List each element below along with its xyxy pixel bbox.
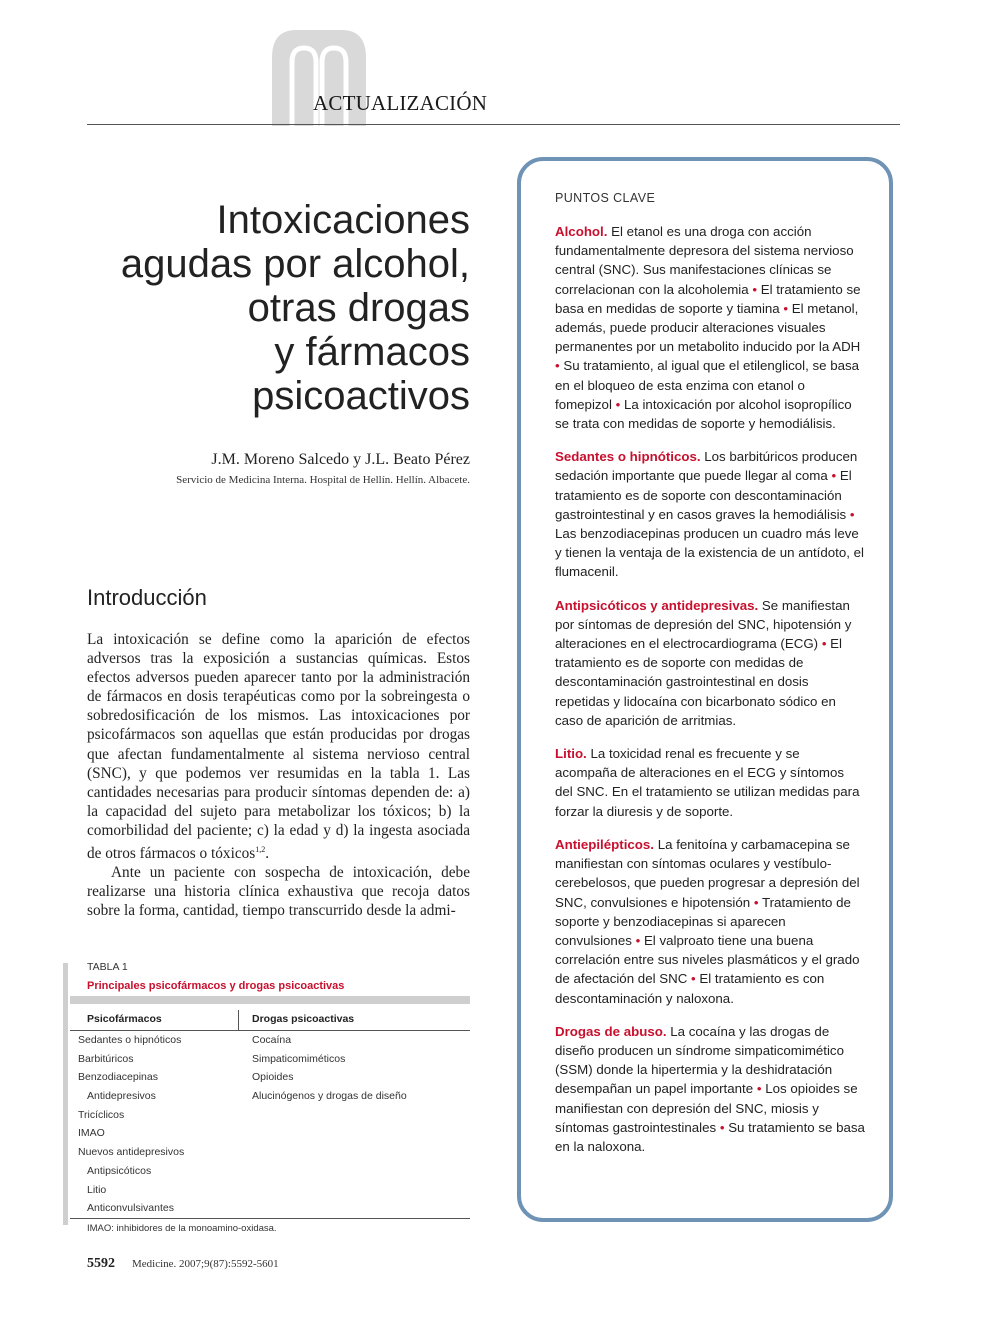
table-header-divider [238, 1010, 239, 1030]
bullet-separator: • [756, 1081, 762, 1097]
intro-paragraph-2: Ante un paciente con sospecha de intoxicación, debe realizarse una historia clínica exhaustiva que recoja datos sobre la forma, cantidad, tiempo transcurrido desde la admi- [87, 864, 470, 920]
bullet-separator: • [691, 971, 696, 987]
table-cell-psicofarmaco: Antipsicóticos [87, 1164, 152, 1177]
table-row [70, 1106, 470, 1125]
section-label: ACTUALIZACIÓN [313, 91, 488, 115]
article-affiliation: Servicio de Medicina Interna. Hospital de Hellín. Hellín. Albacete. [176, 474, 470, 486]
key-point [555, 1022, 865, 1156]
table-cell-droga: Opioides [252, 1071, 294, 1084]
table-row [70, 1050, 470, 1069]
table-side-bar [63, 963, 68, 1225]
table-header-row [70, 1010, 470, 1031]
table-row [70, 1087, 470, 1106]
key-point-sentence: El etanol es una droga con acción fundamentalmente depresora del sistema nervioso central (SNC). Sus manifestaciones clínicas se correlacionan con la alcoholemia [555, 224, 854, 297]
table-cell-psicofarmaco: Benzodiacepinas [78, 1071, 158, 1084]
key-point-title: Drogas de abuso. [555, 1023, 667, 1039]
key-point [555, 222, 865, 433]
table-header-psicofarmacos: Psicofármacos [87, 1013, 162, 1025]
reference-superscript: 1,2 [255, 845, 266, 855]
bullet-separator: • [753, 894, 759, 910]
key-point-sentence: El tratamiento es con descontaminación y naloxona. [555, 971, 825, 1006]
table-bottom-rule [70, 1218, 470, 1219]
table-footnote: IMAO: inhibidores de la monoamino-oxidasa. [87, 1223, 277, 1234]
table-1 [70, 1010, 470, 1218]
key-point-sentence: El metanol, además, puede producir alteraciones visuales permanentes por un metabolito inducido por la ADH [555, 300, 861, 355]
key-point-sentence: La cocaína y las drogas de diseño producen un síndrome simpaticomimético (SSM) donde la hipertermia y la deshidratación desempañan un papel importante [555, 1023, 844, 1097]
intro-heading: Introducción [87, 585, 207, 610]
article-title-line: Intoxicaciones [216, 198, 470, 242]
key-point-sentence: Las benzodiacepinas producen un cuadro más leve y tienen la ventaja de la existencia de un antídoto, el flumacenil. [555, 526, 864, 580]
key-point-title: Alcohol. [555, 224, 608, 239]
key-point-sentence: La toxicidad renal es frecuente y se acompaña de alteraciones en el ECG y síntomos del SNC. En el tratamiento se utilizan medidas para forzar la diuresis y de soporte. [555, 746, 860, 819]
header-rule [87, 124, 900, 125]
bullet-separator: • [821, 636, 827, 652]
bullet-separator: • [752, 281, 758, 297]
table-cell-psicofarmaco: Litio [87, 1183, 107, 1196]
article-title [80, 198, 470, 418]
intro-body [87, 630, 470, 921]
bullet-separator: • [555, 358, 560, 374]
key-point [555, 596, 865, 730]
article-title-line: psicoactivos [252, 374, 470, 418]
key-point-title: Litio. [555, 746, 587, 762]
key-point-sentence: La fenitoína y carbamacepina se manifiestan con síntomas oculares y vestíbulo-cerebelosos, que pueden progresar a depresión del SNC, convulsiones e hipotensión [555, 836, 860, 910]
key-point-sentence: Su tratamiento, al igual que el etilenglicol, se basa en el bloqueo de esta enzima con etanol o fomepizol [555, 358, 860, 412]
key-point-sentence: Los opioides se manifiestan con depresión del SNC, miosis y síntomas gastrointestinales [555, 1081, 858, 1135]
table-row [70, 1143, 470, 1162]
key-point-sentence: El tratamiento es de soporte con descontaminación gastrointestinal y en casos graves la hemodiálisis [555, 468, 852, 522]
table-row [70, 1162, 470, 1181]
table-row [70, 1068, 470, 1087]
table-label: TABLA 1 [87, 961, 128, 973]
key-point-sentence: Se manifiestan por síntomas de depresión del SNC, hipotensión y alteraciones en el electrocardiograma (ECG) [555, 597, 852, 652]
key-point-title: Sedantes o hipnóticos. [555, 449, 701, 465]
bullet-separator: • [615, 396, 621, 412]
table-cell-droga: Simpaticomiméticos [252, 1052, 346, 1065]
key-points-heading: PUNTOS CLAVE [555, 191, 656, 205]
key-point [555, 835, 865, 1008]
table-row [70, 1199, 470, 1218]
key-point-sentence: El valproato tiene una buena correlación entre sus niveles plasmáticos y el grado de afectación del SNC [555, 932, 860, 987]
table-cell-psicofarmaco: Anticonvulsivantes [87, 1202, 174, 1215]
table-title: Principales psicofármacos y drogas psicoactivas [87, 980, 345, 992]
bullet-separator: • [635, 932, 641, 948]
article-title-line: otras drogas [247, 286, 470, 330]
bullet-separator: • [719, 1119, 725, 1135]
article-authors: J.M. Moreno Salcedo y J.L. Beato Pérez [211, 451, 470, 468]
key-point-sentence: El tratamiento se basa en medidas de soporte y tiamina [555, 281, 861, 316]
table-row [70, 1031, 470, 1050]
key-point [555, 447, 865, 581]
page-number: 5592 [87, 1256, 115, 1271]
bullet-separator: • [783, 300, 789, 316]
table-cell-psicofarmaco: Antidepresivos [87, 1090, 156, 1103]
bullet-separator: • [831, 468, 837, 484]
table-row [70, 1181, 470, 1200]
article-title-line: y fármacos [274, 330, 470, 374]
table-cell-psicofarmaco: Barbitúricos [78, 1052, 134, 1065]
intro-paragraph-1 [87, 630, 470, 863]
table-header-band [70, 996, 470, 1004]
key-point [555, 744, 865, 821]
key-point-title: Antiepilépticos. [555, 836, 654, 852]
table-cell-droga: Alucinógenos y drogas de diseño [252, 1090, 407, 1103]
key-point-sentence: Su tratamiento se basa en la naloxona. [555, 1119, 865, 1154]
bullet-separator: • [849, 506, 855, 522]
journal-citation: Medicine. 2007;9(87):5592-5601 [132, 1258, 279, 1270]
table-row [70, 1124, 470, 1143]
intro-paragraph-1-text: La intoxicación se define como la aparición de efectos adversos tras la exposición a sustancias químicas. Estos efectos adversos pueden aparecer tanto por la administración de fármacos en dosis terapéuticas como por la sobreingesta o sobredosificación de los mismos. Las intoxicaciones por psicofármacos son aquellas que están producidas por drogas que afectan fundamentalmente al sistema nervioso central (SNC), y que podemos ver resumidas en la tabla 1. Las cantidades necesarias para producir síntomas dependen de: a) la capacidad del sujeto para metabolizar los tóxicos; b) la comorbilidad del paciente; c) la edad y d) la ingesta asociada de otros fármacos o tóxicos [87, 631, 470, 863]
table-body [70, 1031, 470, 1218]
intro-paragraph-1-end: . [265, 845, 270, 863]
key-point-sentence: Tratamiento de soporte y benzodiacepinas si aparecen convulsiones [555, 894, 851, 948]
table-cell-psicofarmaco: Tricíclicos [78, 1108, 125, 1121]
table-cell-psicofarmaco: IMAO [78, 1127, 105, 1140]
table-cell-psicofarmaco: Nuevos antidepresivos [78, 1146, 185, 1159]
key-points-list [555, 222, 865, 1170]
key-point-sentence: La intoxicación por alcohol isopropílico se trata con medidas de soporte y hemodiálisis. [555, 396, 852, 432]
key-point-sentence: Los barbitúricos producen sedación importante que puede llegar al coma [555, 449, 858, 484]
key-point-title: Antipsicóticos y antidepresivas. [555, 597, 759, 613]
table-cell-droga: Cocaína [252, 1034, 292, 1046]
table-cell-psicofarmaco: Sedantes o hipnóticos [78, 1034, 182, 1046]
table-header-drogas: Drogas psicoactivas [252, 1013, 355, 1025]
key-point-sentence: El tratamiento es de soporte con medidas de descontaminación gastrointestinal en dosis repetidas y lidocaína con bicarbonato sódico en caso de aparición de arritmias. [555, 636, 842, 728]
article-title-line: agudas por alcohol, [120, 242, 470, 286]
